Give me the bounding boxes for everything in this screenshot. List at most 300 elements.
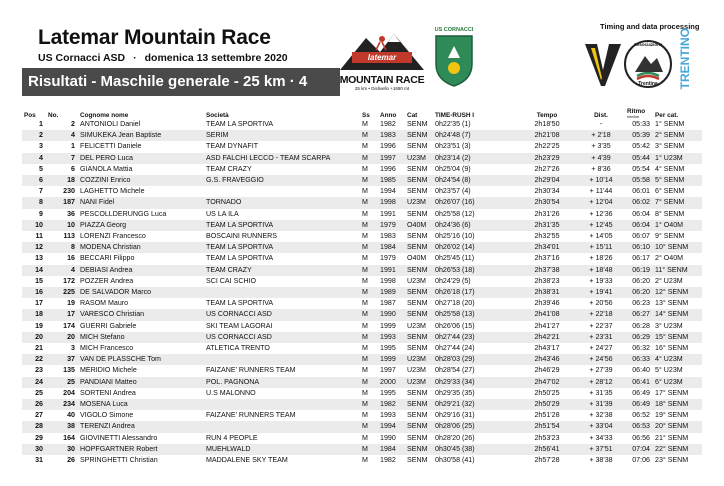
table-row [22,197,702,208]
cell-sex: M [362,254,368,263]
cell-percat: 19° SENM [655,411,689,420]
cell-rush: 0h23'14 (2) [433,153,517,164]
cell-gap: + 15'11 [575,242,625,253]
cell-club: TEAM CRAZY [206,164,252,173]
cell-year: 1984 [378,242,405,253]
cell-rush: 0h24'29 (5) [435,276,471,285]
cell-name: VIGOLO Simone [80,411,134,420]
cell-club: TORNADO [204,197,360,208]
cell-rush: 0h24'48 (7) [433,130,517,141]
table-row [22,321,702,332]
cell-gap: + 22'37 [589,321,613,330]
cell-pos: 11 [35,232,43,241]
table-row [22,287,702,298]
cell-gap: + 31'39 [575,399,625,410]
table-row [22,153,702,164]
cell-name: VAN DE PLASSCHE Tom [78,354,204,365]
cell-sex: M [360,421,378,432]
cell-cat: SENM [407,456,428,465]
cell-year: 1995 [380,388,396,397]
cell-sex: M [362,120,368,128]
cell-time: 2h51'54 [517,421,575,432]
cell-year: 1998 [378,197,405,208]
cell-club: BOSCAINI RUNNERS [206,232,277,241]
cell-sex: M [360,220,378,231]
table-row [22,410,702,421]
cell-time: 2h38'23 [534,276,560,285]
race-logo-sub: 25 km • Dislivello +1680 mt [354,86,410,91]
cell-club: SKI TEAM LAGORAI [206,321,273,330]
cell-percat: 21° SENM [655,433,689,442]
col-pace [625,104,653,119]
association-top-text: Associazione [633,42,663,47]
separator-dot: · [133,52,137,64]
cell-gap: + 10'14 [575,175,625,186]
cell-gap: + 34'33 [589,433,613,442]
cell-sex: M [360,309,378,320]
club-logo [432,27,476,87]
cell-gap: + 37'51 [575,444,625,455]
cell-rush: 0h29'33 (34) [433,377,517,388]
cell-club: MUEHLWALD [204,444,360,455]
cell-no: 4 [46,130,78,141]
cell-time: 2h21'08 [517,130,575,141]
cell-pace: 07:06 [632,456,650,465]
cell-rush: 0h26'02 (14) [433,242,517,253]
cell-gap: + 8'36 [591,164,611,173]
table-row [22,186,702,197]
cell-name: VARESCO Christian [78,309,204,320]
cell-sex: M [360,197,378,208]
cell-cat: U23M [405,377,433,388]
cell-no: 20 [46,332,78,343]
cell-percat: 7° SENM [653,197,702,208]
cell-time: 2h51'28 [534,411,560,420]
cell-year: 1994 [378,421,405,432]
cell-time: 2h43'17 [534,344,560,353]
col-pos: Pos [24,112,36,119]
cell-rush: 0h27'44 (24) [435,344,475,353]
cell-year: 1982 [378,399,405,410]
race-date: domenica 13 settembre 2020 [144,52,288,64]
cell-no: 38 [46,421,78,432]
cell-name: SPRINGHETTI Christian [80,456,158,465]
table-row [22,365,702,376]
cell-percat: 16° SENM [655,344,689,353]
cell-percat: 4° U23M [653,354,702,365]
cell-pace: 06:10 [625,242,653,253]
cell-cat: O40M [407,254,427,263]
cell-club: MADDALENE SKY TEAM [206,456,288,465]
cell-club: U.S MALONNO [206,388,256,397]
cell-no: 16 [67,254,75,263]
cell-club: G.S. FRAVEGGIO [204,175,360,186]
cell-year: 1985 [378,175,405,186]
col-club: Società [206,112,229,119]
cell-pace: 06:40 [632,366,650,375]
cell-percat: 2° U23M [655,276,683,285]
cell-no: 3 [71,344,75,353]
cell-rush: 0h25'58 (12) [435,209,475,218]
mountain-icon [336,30,428,70]
cell-pace: 05:54 [632,164,650,173]
cell-pos: 8 [22,197,46,208]
table-row [22,354,702,365]
cell-pace: 05:44 [625,153,653,164]
cell-club: TEAM LA SPORTIVA [206,254,274,263]
table-row [22,253,702,264]
cell-name: MICH Francesco [80,344,134,353]
cell-pos: 30 [22,444,46,455]
cell-time: 2h46'29 [534,366,560,375]
cell-year: 1997 [380,366,396,375]
cell-cat: SENM [407,164,428,173]
cell-cat: SENM [407,433,428,442]
table-row [22,130,702,141]
cell-gap: + 12'04 [575,197,625,208]
cell-gap: + 12'36 [589,209,613,218]
cell-gap: + 14'05 [589,232,613,241]
cell-pos: 3 [39,142,43,151]
cell-pace: 05:58 [625,175,653,186]
table-row [22,377,702,388]
cell-gap: + 27'39 [589,366,613,375]
cell-no: 204 [63,388,75,397]
cell-pos: 26 [22,399,46,410]
cell-pos: 24 [22,377,46,388]
cell-club [204,287,360,298]
cell-pos: 23 [35,366,43,375]
cell-no: 36 [67,209,75,218]
cell-rush: 0h27'18 (20) [435,299,475,308]
cell-cat: SENM [407,142,428,151]
col-cat: Cat [407,112,418,119]
cell-pace: 06:29 [625,332,653,343]
cell-time: 2h37'38 [517,265,575,276]
cell-gap: + 11'44 [589,187,613,196]
cell-sex: M [360,153,378,164]
cell-pos: 7 [39,187,43,196]
cell-rush: 0h30'58 (41) [435,456,475,465]
cell-no: 19 [67,299,75,308]
cell-no: 1 [71,142,75,151]
cell-pos: 5 [39,164,43,173]
table-row [22,276,702,287]
cell-time: 2h18'50 [534,120,560,128]
race-title: Latemar Mountain Race [38,26,271,49]
cell-pace: 05:42 [632,142,650,151]
race-subtitle [38,52,288,64]
cell-rush: 0h24'36 (6) [433,220,517,231]
cell-pace: 06:02 [625,197,653,208]
cell-pos: 16 [22,287,46,298]
cell-year: 1979 [380,254,396,263]
cell-time: 2h56'41 [517,444,575,455]
cell-sex: M [362,187,368,196]
cell-cat: SENM [407,209,428,218]
cell-percat: 1° SENM [655,120,685,128]
cell-pace: 06:07 [632,232,650,241]
cell-no: 4 [46,265,78,276]
cell-pos: 22 [22,354,46,365]
table-row [22,309,702,320]
cell-cat: SENM [407,411,428,420]
cell-year: 1989 [378,287,405,298]
cell-pos: 6 [22,175,46,186]
cell-rush: 0h24'54 (8) [433,175,517,186]
table-row [22,220,702,231]
table-row [22,209,702,220]
cell-name: MICH Stefano [78,332,204,343]
table-row [22,332,702,343]
cell-time: 2h29'04 [517,175,575,186]
cell-percat: 22° SENM [653,444,702,455]
cell-cat: U23M [407,321,426,330]
cell-club [204,186,360,197]
cell-time: 2h50'29 [517,399,575,410]
cell-time: 2h41'08 [517,309,575,320]
col-no: No. [48,112,59,119]
cell-percat: 5° U23M [655,366,683,375]
cell-club: FAIZANE' RUNNERS TEAM [206,366,296,375]
cell-sex: M [360,332,378,343]
cell-year: 1983 [380,232,396,241]
cell-cat: SENM [405,175,433,186]
cell-percat: 1° U23M [653,153,702,164]
cell-sex: M [360,354,378,365]
cell-cat: SENM [407,388,428,397]
cell-pos: 12 [22,242,46,253]
col-pace-label: Ritmo [627,108,646,115]
cell-name: PESCOLLDERUNGG Luca [80,209,167,218]
cell-pace: 06:53 [625,421,653,432]
cell-pace: 05:39 [625,130,653,141]
cell-no: 37 [46,354,78,365]
cell-time: 2h30'54 [517,197,575,208]
col-sex: Ss [362,112,370,119]
timing-label: Timing and data processing [600,22,700,31]
cell-name: MERIDIO Michele [80,366,137,375]
cell-club: TEAM LA SPORTIVA [206,120,274,128]
cell-year: 1996 [380,164,396,173]
cell-cat: SENM [405,332,433,343]
cell-pos: 4 [22,153,46,164]
cell-sex: M [360,287,378,298]
cell-rush: 0h25'45 (11) [435,254,475,263]
cell-time: 2h34'01 [517,242,575,253]
cell-pos: 13 [35,254,43,263]
cell-no: 230 [63,187,75,196]
cell-sex: M [360,399,378,410]
cell-percat: 23° SENM [655,456,689,465]
cell-gap: + 28'12 [575,377,625,388]
cell-time: 2h31'26 [534,209,560,218]
cell-club: ATLETICA TRENTO [206,344,270,353]
cell-pos: 10 [22,220,46,231]
col-percat: Per cat. [655,112,679,119]
cell-year: 1993 [380,411,396,420]
cell-year: 1993 [378,332,405,343]
cell-rush: 0h30'45 (38) [433,444,517,455]
cell-pos: 28 [22,421,46,432]
cell-pace: 06:56 [632,433,650,442]
cell-no: 26 [67,456,75,465]
cell-gap: - [599,120,603,128]
cell-gap: + 22'18 [575,309,625,320]
cell-percat: 11° SENM [653,265,702,276]
cell-time: 2h50'25 [534,388,560,397]
club-logo-label: US CORNACCI [434,27,474,33]
cell-year: 1983 [378,130,405,141]
table-row [22,242,702,253]
cell-name: DEL PERO Luca [78,153,204,164]
cell-pace: 06:04 [632,209,650,218]
cell-pace: 05:33 [632,120,650,128]
cell-gap: + 20'56 [589,299,613,308]
cell-pace: 06:19 [625,265,653,276]
cell-percat: 3° U23M [655,321,683,330]
table-row [22,265,702,276]
cell-gap: + 12'45 [575,220,625,231]
cell-pace: 07:04 [625,444,653,455]
cell-pace: 06:49 [625,399,653,410]
cell-year: 1998 [380,276,396,285]
cell-club: TEAM LA SPORTIVA [206,299,274,308]
cell-percat: 6° SENM [655,187,685,196]
cell-gap: + 18'26 [589,254,613,263]
organizer: US Cornacci ASD [38,52,126,64]
race-logo [336,30,428,90]
cell-percat: 14° SENM [653,309,702,320]
cell-cat: SENM [405,421,433,432]
cell-club: US CORNACCI ASD [204,332,360,343]
cell-name: MODENA Christian [78,242,204,253]
cell-percat: 2° O40M [655,254,684,263]
cell-percat: 15° SENM [653,332,702,343]
cell-percat: 2° SENM [653,130,702,141]
cell-cat: SENM [405,444,433,455]
cell-cat: U23M [405,153,433,164]
results-table [22,104,702,466]
table-row [22,141,702,152]
cell-pace: 06:32 [632,344,650,353]
cell-club [204,399,360,410]
cell-rush: 0h25'04 (9) [435,164,471,173]
cell-time: 2h41'27 [534,321,560,330]
cell-rush: 0h29'35 (35) [435,388,475,397]
cell-cat: SENM [407,344,428,353]
cell-rush: 0h28'03 (29) [433,354,517,365]
race-logo-name: MOUNTAIN RACE [339,74,425,86]
col-year: Anno [380,112,397,119]
cell-sex: M [362,232,368,241]
cell-cat: SENM [405,309,433,320]
cell-rush: 0h26'18 (17) [433,287,517,298]
cell-percat: 8° SENM [655,209,685,218]
table-header [22,104,702,119]
cell-no: 174 [63,321,75,330]
cell-year: 1990 [380,433,396,442]
cell-year: 1991 [378,265,405,276]
cell-sex: M [362,164,368,173]
cell-no: 2 [71,120,75,128]
cell-pos: 31 [35,456,43,465]
cell-name: LORENZI Francesco [80,232,146,241]
cell-gap: + 24'56 [575,354,625,365]
cell-club: FAIZANE' RUNNERS TEAM [206,411,296,420]
cell-pace: 06:28 [632,321,650,330]
cell-gap: + 19'41 [575,287,625,298]
cell-no: 172 [63,276,75,285]
cell-club: TEAM LA SPORTIVA [204,242,360,253]
table-row [22,231,702,242]
cell-time: 2h39'46 [534,299,560,308]
cell-gap: + 18'48 [575,265,625,276]
cell-name: NANI Fidel [78,197,204,208]
cell-time: 2h53'23 [534,433,560,442]
cell-sex: M [362,411,368,420]
cell-no: 17 [46,309,78,320]
col-gap: Dist. [594,112,608,119]
cell-cat: U23M [407,276,426,285]
cell-club: TEAM CRAZY [204,265,360,276]
cell-sex: M [362,299,368,308]
cell-year: 2000 [378,377,405,388]
cell-name: GUERRI Gabriele [80,321,137,330]
cell-name: MOSENA Luca [78,399,204,410]
cell-rush: 0h29'21 (32) [433,399,517,410]
cell-club: POL. PAGNONA [204,377,360,388]
cell-club [204,421,360,432]
cell-year: 1997 [378,153,405,164]
cell-percat: 6° U23M [653,377,702,388]
cell-pos: 2 [22,130,46,141]
cell-pos: 14 [22,265,46,276]
cell-gap: + 31'35 [589,388,613,397]
cell-rush: 0h27'44 (23) [433,332,517,343]
cell-name: SORTENI Andrea [80,388,136,397]
timing-v-logo [583,40,623,90]
cell-time: 2h43'46 [517,354,575,365]
cell-rush: 0h26'06 (15) [435,321,475,330]
col-time: Tempo [536,112,558,119]
trentino-logo [678,28,700,94]
cell-pace: 06:33 [625,354,653,365]
cell-name: DE SALVADOR Marco [78,287,204,298]
cell-rush: 0h23'51 (3) [435,142,471,151]
cell-cat: SENM [407,299,428,308]
cell-pos: 27 [35,411,43,420]
cell-no: 225 [46,287,78,298]
cell-sex: M [362,321,368,330]
cell-gap: + 4'39 [575,153,625,164]
cell-club: SERIM [204,130,360,141]
cell-time: 2h37'16 [534,254,560,263]
cell-sex: M [362,366,368,375]
cell-name: POZZER Andrea [80,276,134,285]
cell-no: 6 [71,164,75,173]
cell-club: ASD FALCHI LECCO - TEAM SCARPA [204,153,360,164]
shield-icon [432,34,476,88]
cell-sex: M [362,433,368,442]
cell-time: 2h31'35 [517,220,575,231]
cell-time: 2h22'25 [534,142,560,151]
cell-time: 2h47'02 [517,377,575,388]
cell-gap: + 38'38 [589,456,613,465]
cell-cat: SENM [405,399,433,410]
cell-rush: 0h26'53 (18) [433,265,517,276]
cell-no: 164 [63,433,75,442]
